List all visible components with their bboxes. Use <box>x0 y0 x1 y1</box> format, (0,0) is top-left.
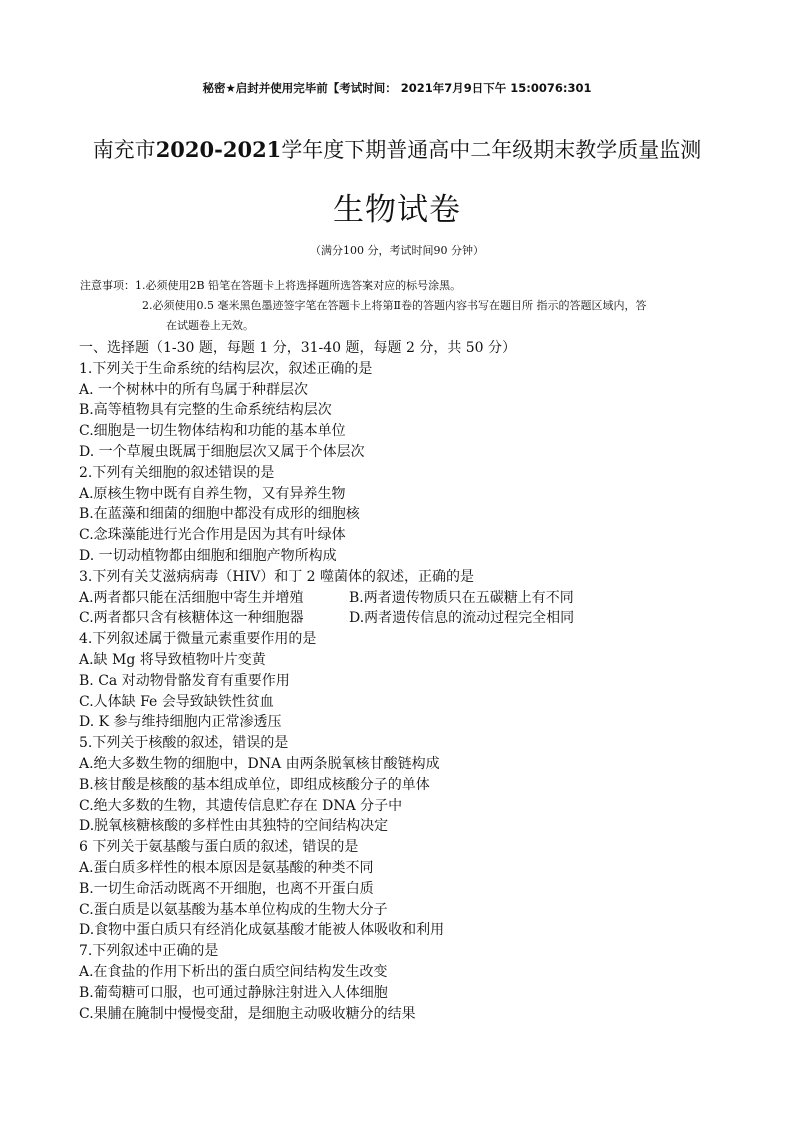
question-6-option-b: B.一切生命活动既离不开细胞，也离不开蛋白质 <box>79 880 374 897</box>
question-7-stem: 7.下列叙述中正确的是 <box>79 943 219 960</box>
question-3-options-cd <box>79 608 739 629</box>
question-4-option-a: A.缺 Mg 将导致植物叶片变黄 <box>79 651 266 668</box>
question-4-option-c: C.人体缺 Fe 会导致缺铁性贫血 <box>79 693 274 710</box>
score-note: （满分100 分，考试时间90 分钟） <box>310 244 484 257</box>
question-2-stem: 2.下列有关细胞的叙述错误的是 <box>79 464 275 481</box>
note-line-3: 在试题卷上无效。 <box>166 319 254 332</box>
question-content <box>79 338 739 1024</box>
question-6-stem: 6 下列关于氨基酸与蛋白质的叙述，错误的是 <box>79 839 359 856</box>
question-5-option-c: C.绝大多数的生物，其遗传信息贮存在 DNA 分子中 <box>79 797 403 814</box>
question-2-option-a: A.原核生物中既有自养生物，又有异养生物 <box>79 485 346 502</box>
question-1-option-c: C.细胞是一切生物体结构和功能的基本单位 <box>79 423 346 440</box>
question-2-option-d: D. 一切动植物都由细胞和细胞产物所构成 <box>79 547 337 564</box>
question-3-stem: 3.下列有关艾滋病病毒（HIV）和丁 2 噬菌体的叙述，正确的是 <box>79 568 475 585</box>
question-3-option-d: D.两者遗传信息的流动过程完全相同 <box>349 610 575 627</box>
question-6-option-d: D.食物中蛋白质只有经消化成氨基酸才能被人体吸收和利用 <box>79 922 445 939</box>
question-4-stem: 4.下列叙述属于微量元素重要作用的是 <box>79 631 317 648</box>
question-3-options-ab <box>79 588 739 609</box>
question-4-option-b: B. Ca 对动物骨骼发育有重要作用 <box>79 672 290 689</box>
question-1-option-a: A. 一个树林中的所有鸟属于种群层次 <box>79 381 309 398</box>
question-5-option-b: B.核甘酸是核酸的基本组成单位，即组成核酸分子的单体 <box>79 776 430 793</box>
question-4-option-d: D. K 参与维持细胞内正常渗透压 <box>79 714 282 731</box>
question-3-option-b: B.两者遗传物质只在五碳糖上有不同 <box>349 589 574 606</box>
question-7-option-c: C.果脯在腌制中慢慢变甜，是细胞主动吸收糖分的结果 <box>79 1005 416 1022</box>
secret-line: 秘密★启封并使用完毕前【考试时间： 2021年7月9日下午 15:0076:301 <box>202 81 592 95</box>
question-7-option-b: B.葡萄糖可口服，也可通过静脉注射进入人体细胞 <box>79 984 388 1001</box>
exam-notes <box>80 276 740 336</box>
question-3-option-c: C.两者都只含有核糖体这一种细胞器 <box>79 610 304 627</box>
question-5-stem: 5.下列关于核酸的叙述，错误的是 <box>79 735 289 752</box>
question-2-option-b: B.在蓝藻和细菌的细胞中都没有成形的细胞核 <box>79 506 360 523</box>
exam-title <box>0 134 794 164</box>
question-2-option-c: C.念珠藻能进行光合作用是因为其有叶绿体 <box>79 527 346 544</box>
question-1-stem: 1.下列关于生命系统的结构层次，叙述正确的是 <box>79 360 373 377</box>
question-1-option-b: B.高等植物具有完整的生命系统结构层次 <box>79 402 332 419</box>
question-1-option-d: D. 一个草履虫既属于细胞层次又属于个体层次 <box>79 443 365 460</box>
exam-title-years: 2020-2021 <box>155 137 282 162</box>
question-3-option-a: A.两者都只能在活细胞中寄生并增殖 <box>79 589 304 606</box>
question-6-option-a: A.蛋白质多样性的根本原因是氨基酸的种类不同 <box>79 859 374 876</box>
note-line-1: 注意事项：1.必须使用2B 铅笔在答题卡上将选择题所选答案对应的标号涂黑。 <box>80 279 462 292</box>
question-6-option-c: C.蛋白质是以氨基酸为基本单位构成的生物大分子 <box>79 901 388 918</box>
question-7-option-a: A.在食盐的作用下析出的蛋白质空间结构发生改变 <box>79 963 388 980</box>
question-5-option-d: D.脱氧核糖核酸的多样性由其独特的空间结构决定 <box>79 818 389 835</box>
section-title: 一、选择题（1-30 题，每题 1 分，31-40 题，每题 2 分，共 50 分） <box>79 340 517 356</box>
exam-title-post: 学年度下期普通高中二年级期末教学质量监测 <box>281 138 702 162</box>
question-5-option-a: A.绝大多数生物的细胞中，DNA 由两条脱氧核甘酸链构成 <box>79 755 440 772</box>
note-line-2: 2.必须使用0.5 毫米黑色墨迹签字笔在答题卡上将第Ⅱ卷的答题内容书写在题目所 指示的答题区域内，答 <box>142 299 647 312</box>
subject-title: 生物试卷 <box>333 192 461 228</box>
exam-title-pre: 南充市 <box>92 138 156 162</box>
